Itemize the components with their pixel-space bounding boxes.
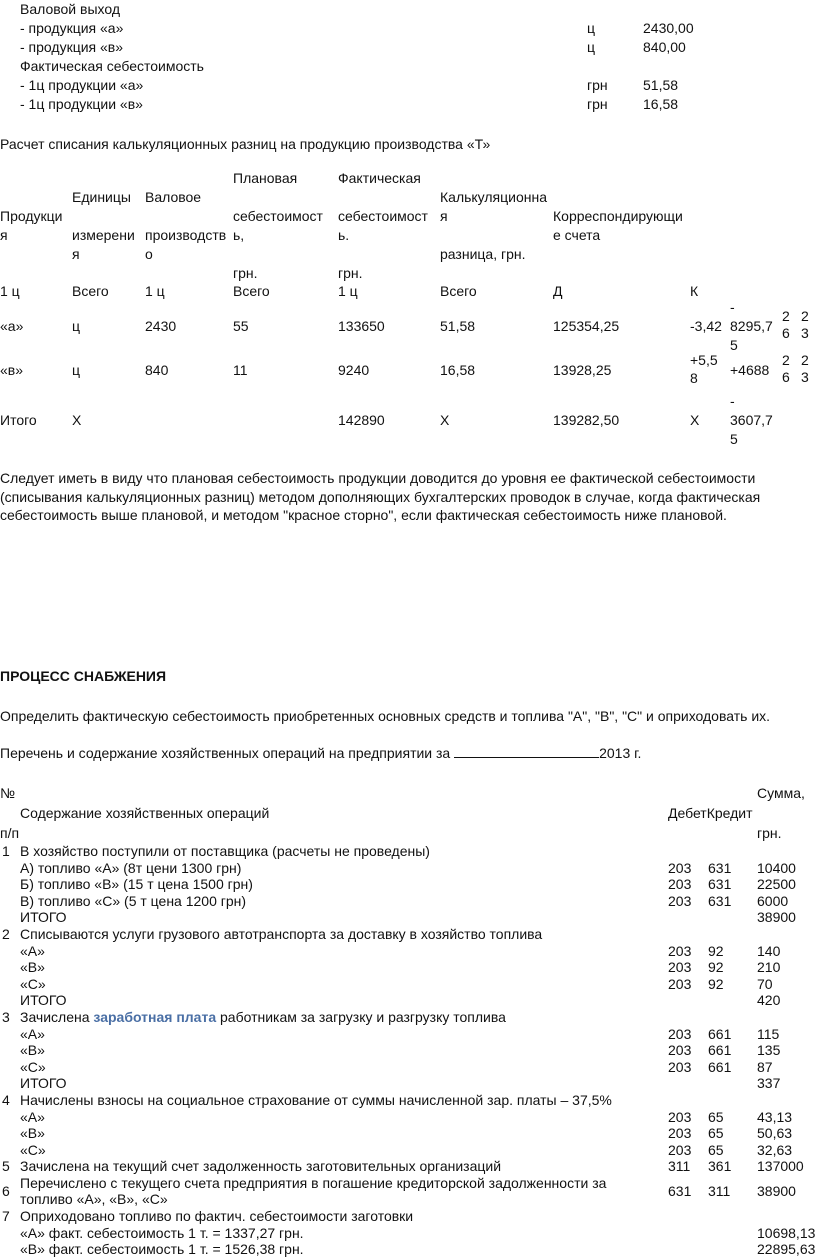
- credit-account: 65: [708, 1141, 724, 1158]
- operation-text: «С»: [20, 1058, 46, 1075]
- operation-text: Оприходовано топливо по фактич. себестоимости заготовки: [20, 1208, 414, 1225]
- ops-header-num-sub: п/п: [0, 825, 20, 841]
- table-cell: 2 6: [782, 352, 790, 385]
- operation-row: [0, 1225, 816, 1242]
- credit-account: 661: [708, 1025, 732, 1042]
- table-cell: Итого: [0, 412, 37, 428]
- operation-text-part: работникам за загрузку и разгрузку топлива: [216, 1008, 506, 1025]
- operation-text: Начислены взносы на социальное страхование от суммы начисленной зар. платы – 37,5%: [20, 1091, 612, 1108]
- credit-account: 92: [708, 942, 724, 959]
- operation-row: [0, 909, 816, 926]
- debit-account: 203: [668, 892, 692, 909]
- operation-sum: 337: [757, 1075, 781, 1092]
- task-text: Определить фактическую себестоимость приобретенных основных средств и топлива "А", "В", "С" и оприходовать их.: [0, 708, 771, 724]
- table-cell: 2 3: [801, 308, 809, 341]
- operation-text: «С»: [20, 975, 46, 992]
- debit-account: 203: [668, 975, 692, 992]
- debit-account: 203: [668, 959, 692, 976]
- operation-number: 5: [2, 1158, 10, 1175]
- table-cell: - 8295,7 5: [730, 299, 773, 353]
- table-cell: 2430: [145, 318, 177, 334]
- table-cell: «а»: [0, 318, 24, 334]
- operation-row: [0, 843, 816, 860]
- table-cell: X: [72, 412, 82, 428]
- operation-number: 1: [2, 843, 10, 859]
- operation-row: [0, 1059, 816, 1076]
- table-cell: 125354,25: [553, 318, 620, 334]
- operation-row: [0, 1158, 816, 1175]
- table-cell: -3,42: [690, 318, 722, 334]
- table-cell: 51,58: [440, 318, 476, 334]
- subheader-cell: Всего: [233, 283, 270, 299]
- table-cell: 139282,50: [553, 412, 620, 428]
- ops-header-sum: Сумма,: [757, 785, 805, 801]
- calc-title: Расчет списания калькуляционных разниц на продукцию производства «Т»: [0, 136, 491, 152]
- summary-value: 16,58: [643, 96, 679, 112]
- list-intro-text: Перечень и содержание хозяйственных операций на предприятии за: [0, 745, 455, 761]
- table-cell: 2 6: [782, 308, 790, 341]
- table-cell: 2 3: [801, 352, 809, 385]
- credit-account: 631: [708, 892, 732, 909]
- table-cell: 55: [233, 318, 249, 334]
- header-units: Единицы измерени я: [72, 189, 135, 262]
- summary-label: - продукция «а»: [20, 20, 124, 36]
- credit-account: 361: [708, 1158, 732, 1175]
- year-blank-field: [454, 744, 599, 758]
- operation-text: Б) топливо «В» (15 т цена 1500 грн): [20, 876, 253, 893]
- operation-sum: 210: [757, 959, 781, 976]
- operation-row: [0, 943, 816, 960]
- operation-row: [0, 1075, 816, 1092]
- summary-label: Фактическая себестоимость: [20, 58, 204, 74]
- credit-account: 92: [708, 959, 724, 976]
- operation-row: [0, 1241, 816, 1258]
- operation-sum: 420: [757, 992, 781, 1009]
- operation-row: [0, 1125, 816, 1142]
- summary-unit: ц: [587, 39, 596, 55]
- operation-sum: 137000: [757, 1158, 804, 1175]
- debit-account: 203: [668, 1125, 692, 1142]
- operation-row: [0, 876, 816, 893]
- debit-account: 203: [668, 1058, 692, 1075]
- subheader-cell: Всего: [440, 283, 477, 299]
- operation-text: «В»: [20, 1042, 45, 1059]
- table-cell: +5,5 8: [690, 352, 718, 386]
- operation-text: ИТОГО: [20, 992, 67, 1009]
- summary-value: 51,58: [643, 77, 679, 93]
- ops-header-debit-credit: ДебетКредит: [668, 805, 753, 821]
- operation-text: Перечислено с текущего счета предприятия в погашение кредиторской задолженности за топливо «А», «В», «С»: [20, 1174, 607, 1208]
- summary-value: 840,00: [643, 39, 686, 55]
- table-cell: ц: [72, 362, 81, 378]
- credit-account: 92: [708, 975, 724, 992]
- credit-account: 661: [708, 1058, 732, 1075]
- operation-text-part: Зачислена: [20, 1008, 94, 1025]
- operation-row: [0, 959, 816, 976]
- operation-text: Зачислена на текущий счет задолженность заготовительных организаций: [20, 1158, 502, 1175]
- subheader-cell: К: [690, 283, 699, 299]
- header-planned-cost: Плановая себестоимост ь, грн.: [233, 170, 323, 281]
- ops-header-num: №: [0, 785, 16, 801]
- operation-sum: 22895,63: [757, 1241, 816, 1258]
- operation-sum: 87: [757, 1058, 773, 1075]
- ops-header-content: Содержание хозяйственных операций: [20, 805, 270, 821]
- note-paragraph: Следует иметь в виду что плановая себестоимость продукции доводится до уровня ее фактической себестоимости (списывания калькуляционных разниц) методом дополняющих бухгалтерских проводок в случае, когда фактическая себестоимость выше плановой, и методом "красное сторно", если фактическая себестоимость ниже плановой.: [0, 470, 761, 523]
- operation-sum: 38900: [757, 909, 796, 926]
- operation-sum: 135: [757, 1042, 781, 1059]
- header-accounts: Корреспондирующи е счета: [553, 208, 683, 243]
- operation-row: [0, 1009, 816, 1026]
- credit-account: 631: [708, 876, 732, 893]
- operation-sum: 6000: [757, 892, 789, 909]
- operation-sum: 70: [757, 975, 773, 992]
- header-calc-diff: Калькуляционна я разница, грн.: [440, 189, 548, 262]
- operation-number: 7: [2, 1208, 10, 1225]
- operation-text: «В»: [20, 1125, 45, 1142]
- operation-sum: 43,13: [757, 1108, 793, 1125]
- summary-unit: грн: [587, 96, 608, 112]
- section-title: ПРОЦЕСС СНАБЖЕНИЯ: [0, 668, 167, 684]
- header-gross: Валовое производств о: [145, 189, 227, 262]
- summary-label: Валовой выход: [20, 1, 121, 17]
- table-cell: 9240: [338, 362, 370, 378]
- operation-text: ИТОГО: [20, 909, 67, 926]
- operation-text: ИТОГО: [20, 1075, 67, 1092]
- table-cell: «в»: [0, 362, 24, 378]
- operation-text: В хозяйство поступили от поставщика (расчеты не проведены): [20, 843, 430, 859]
- operation-row: [0, 926, 816, 943]
- table-cell: X: [440, 412, 450, 428]
- table-cell: 11: [233, 362, 248, 378]
- operation-row: [0, 1142, 816, 1159]
- operation-row: [0, 893, 816, 910]
- operations-table: [0, 843, 816, 1258]
- summary-label: - 1ц продукции «а»: [20, 77, 144, 93]
- credit-account: 661: [708, 1042, 732, 1059]
- operation-text: В) топливо «С» (5 т цена 1200 грн): [20, 892, 247, 909]
- operation-text: «А»: [20, 1025, 45, 1042]
- ops-header-sum-unit: грн.: [757, 825, 782, 841]
- operation-sum: 32,63: [757, 1141, 793, 1158]
- debit-account: 203: [668, 1141, 692, 1158]
- credit-account: 631: [708, 859, 732, 876]
- operation-text: «С»: [20, 1141, 46, 1158]
- operation-text: [20, 1009, 668, 1026]
- subheader-cell: 1 ц: [145, 283, 165, 299]
- operation-sum: 115: [757, 1025, 780, 1042]
- operation-text: «В»: [20, 959, 45, 976]
- summary-value: 2430,00: [643, 20, 694, 36]
- operation-text: Списываются услуги грузового автотранспорта за доставку в хозяйство топлива: [20, 925, 543, 942]
- table-cell: X: [690, 412, 700, 428]
- summary-unit: ц: [587, 20, 596, 36]
- operation-sum: 50,63: [757, 1125, 793, 1142]
- list-intro-year: 2013 г.: [599, 745, 642, 761]
- operation-sum: 140: [757, 942, 781, 959]
- subheader-cell: 1 ц: [0, 283, 20, 299]
- subheader-cell: Д: [553, 283, 563, 299]
- debit-account: 311: [668, 1158, 691, 1175]
- debit-account: 631: [668, 1183, 692, 1200]
- operation-text: «А» факт. себестоимость 1 т. = 1337,27 грн.: [20, 1224, 304, 1241]
- credit-account: 65: [708, 1125, 724, 1142]
- table-cell: 142890: [338, 412, 385, 428]
- operation-sum: 10698,13: [757, 1224, 816, 1241]
- salary-link[interactable]: заработная плата: [93, 1008, 217, 1025]
- debit-account: 203: [668, 942, 692, 959]
- table-cell: ц: [72, 318, 81, 334]
- table-cell: +4688: [730, 362, 770, 378]
- operation-row: [0, 1208, 816, 1225]
- operation-sum: 10400: [757, 859, 796, 876]
- subheader-cell: 1 ц: [338, 283, 358, 299]
- operation-text: «А»: [20, 942, 45, 959]
- operation-number: 2: [2, 925, 10, 942]
- credit-account: 65: [708, 1108, 724, 1125]
- operation-number: 6: [2, 1183, 10, 1200]
- operation-row: [0, 1109, 816, 1126]
- operation-row: [0, 976, 816, 993]
- subheader-cell: Всего: [72, 283, 109, 299]
- operation-text: А) топливо «А» (8т цени 1300 грн): [20, 859, 242, 876]
- table-cell: 13928,25: [553, 362, 612, 378]
- debit-account: 203: [668, 1042, 692, 1059]
- debit-account: 203: [668, 859, 692, 876]
- list-intro: [0, 744, 641, 763]
- summary-label: - продукция «в»: [20, 39, 124, 55]
- table-cell: 840: [145, 362, 169, 378]
- operation-row: [0, 1026, 816, 1043]
- summary-unit: грн: [587, 77, 608, 93]
- operation-sum: 22500: [757, 876, 796, 893]
- header-product: Продукци я: [0, 208, 63, 243]
- operation-row: [0, 1092, 816, 1109]
- operation-number: 4: [2, 1091, 10, 1108]
- summary-label: - 1ц продукции «в»: [20, 96, 143, 112]
- operation-row: [0, 992, 816, 1009]
- table-cell: 16,58: [440, 362, 476, 378]
- operation-row: [0, 860, 816, 877]
- table-cell: - 3607,7 5: [730, 393, 773, 447]
- operation-row: [0, 1042, 816, 1059]
- header-actual-cost: Фактическая себестоимост ь. грн.: [338, 170, 428, 281]
- debit-account: 203: [668, 1108, 692, 1125]
- operation-number: 3: [2, 1008, 10, 1025]
- credit-account: 311: [708, 1183, 731, 1200]
- operation-sum: 38900: [757, 1183, 796, 1200]
- operation-text: «А»: [20, 1108, 45, 1125]
- debit-account: 203: [668, 876, 692, 893]
- operation-row: [0, 1175, 816, 1208]
- debit-account: 203: [668, 1025, 692, 1042]
- table-cell: 133650: [338, 318, 385, 334]
- operation-text: «В» факт. себестоимость 1 т. = 1526,38 грн.: [20, 1241, 304, 1258]
